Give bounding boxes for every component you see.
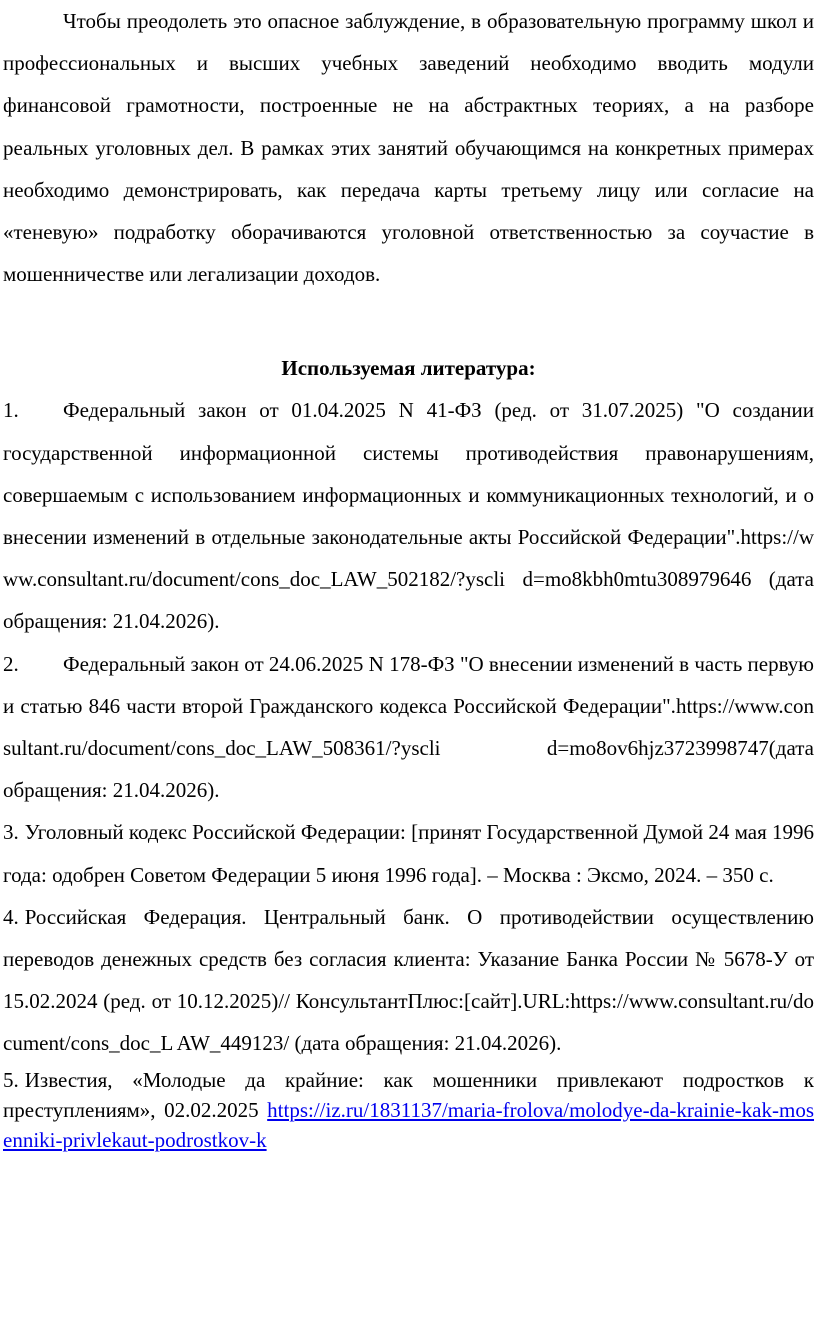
intro-paragraph: Чтобы преодолеть это опасное заблуждение, в образовательную программу школ и профессиональных и высших учебных заведений необходимо вводить модули финансовой грамотности, построенные не на абстрактных теориях, а на разборе реальных уголовных дел. В рамках этих занятий обучающимся на конкретных примерах необходимо демонстрировать, как передача карты третьему лицу или согласие на «теневую» подработку оборачиваются уголовной ответственностью за соучастие в мошенничестве или легализации доходов. [3, 9, 814, 287]
reference-suffix-1: (дата обращения: 21.04.2026). [3, 567, 814, 634]
reference-text-4: Российская Федерация. Центральный банк. О противодействии осуществлению переводов денежных средств без согласия клиента: Указание Банка России № 5678-У от 15.02.2024 (ред. от 10.12.2025)// КонсультантПлюс:[сайт].URL: [3, 904, 814, 1014]
reference-number-1: 1. [3, 398, 19, 423]
reference-item-1 [3, 389, 814, 642]
reference-link-5[interactable]: https://iz.ru/1831137/maria-frolova/molodye-da-krainie-kak-mosenniki-privlekaut-podrostkov-k [3, 1097, 814, 1152]
literature-heading: Используемая литература: [281, 356, 536, 381]
reference-suffix-2: (дата обращения: 21.04.2026). [3, 736, 814, 803]
reference-url-2: https://www.consultant.ru/document/cons_doc_LAW_508361/?yscli d=mo8ov6hjz3723998747 [3, 693, 814, 761]
reference-number-4: 4. [3, 904, 19, 929]
reference-item-5 [3, 1065, 814, 1155]
reference-number-2: 2. [3, 651, 19, 676]
reference-text-5: Известия, «Молодые да крайние: как мошенники привлекают подростков к преступлениям», 02.02.2025 [3, 1067, 814, 1122]
reference-text-1: Федеральный закон от 01.04.2025 N 41-ФЗ (ред. от 31.07.2025) "О создании государственной информационной системы противодействия правонарушениям, совершаемым с использованием информационных и коммуникационных технологий, и о внесении изменений в отдельные законодательные акты Российской Федерации". [3, 398, 814, 550]
reference-text-3: Уголовный кодекс Российской Федерации: [принят Государственной Думой 24 мая 1996 года: одобрен Советом Федерации 5 июня 1996 года]. – Москва : Эксмо, 2024. – 350 с. [3, 820, 814, 887]
reference-number-3: 3. [3, 820, 19, 845]
reference-item-3 [3, 811, 814, 895]
reference-number-5: 5. [3, 1067, 19, 1092]
reference-item-4 [3, 896, 814, 1065]
reference-url-1: https://www.consultant.ru/document/cons_doc_LAW_502182/?yscli d=mo8kbh0mtu308979646 [3, 525, 814, 592]
reference-item-2 [3, 643, 814, 812]
reference-url-4: https://www.consultant.ru/document/cons_doc_L AW_449123/ [3, 989, 814, 1056]
reference-suffix-4: (дата обращения: 21.04.2026). [289, 1031, 562, 1056]
reference-text-2: Федеральный закон от 24.06.2025 N 178-ФЗ "О внесении изменений в часть первую и статью 846 части второй Гражданского кодекса Российской Федерации". [3, 651, 814, 718]
references-list [3, 389, 814, 1154]
